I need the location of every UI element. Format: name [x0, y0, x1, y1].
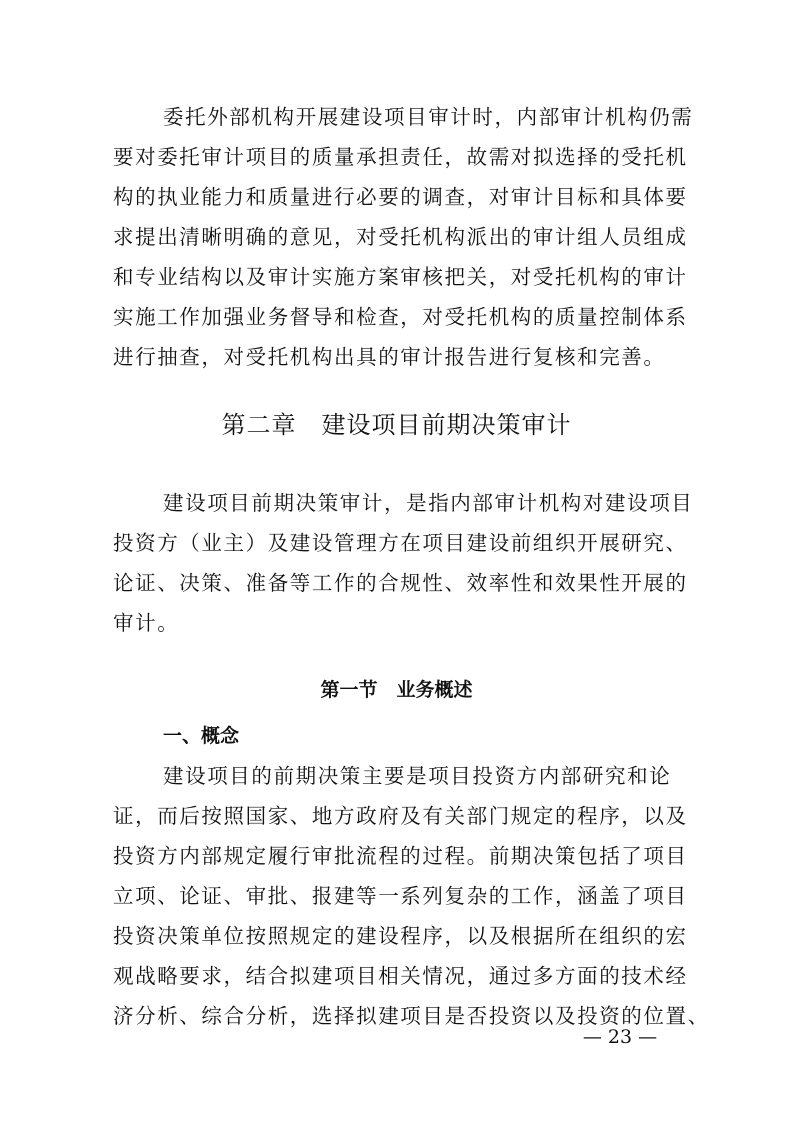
text-line: 论证、决策、准备等工作的合规性、效率性和效果性开展的	[113, 571, 688, 595]
page-number: — 23 —	[582, 1026, 658, 1048]
section-heading: 第一节 业务概述	[320, 679, 473, 701]
text-line: 建设项目前期决策审计，是指内部审计机构对建设项目	[163, 491, 694, 515]
paragraph-concept	[113, 756, 710, 1036]
text-line: 要对委托审计项目的质量承担责任，故需对拟选择的受托机	[113, 145, 688, 169]
text-line: 立项、论证、审批、报建等一系列复杂的工作，涵盖了项目	[113, 884, 688, 908]
text-line: 实施工作加强业务督导和检查，对受托机构的质量控制体系	[113, 305, 688, 329]
text-line: 构的执业能力和质量进行必要的调查，对审计目标和具体要	[113, 185, 688, 209]
text-line: 委托外部机构开展建设项目审计时，内部审计机构仍需	[163, 105, 694, 129]
paragraph-chapter-intro	[113, 483, 694, 643]
text-line: 进行抽查，对受托机构出具的审计报告进行复核和完善。	[113, 345, 666, 369]
text-line: 审计。	[113, 611, 180, 635]
text-line: 建设项目的前期决策主要是项目投资方内部研究和论	[163, 764, 672, 788]
text-line: 求提出清晰明确的意见，对受托机构派出的审计组人员组成	[113, 225, 688, 249]
text-line: 和专业结构以及审计实施方案审核把关，对受托机构的审计	[113, 265, 688, 289]
text-line: 投资方内部规定履行审批流程的过程。前期决策包括了项目	[113, 844, 688, 868]
text-line: 投资方（业主）及建设管理方在项目建设前组织开展研究、	[113, 531, 688, 555]
text-line: 观战略要求，结合拟建项目相关情况，通过多方面的技术经	[113, 964, 688, 988]
subheading-concept: 一、概念	[163, 725, 240, 747]
chapter-heading: 第二章 建设项目前期决策审计	[221, 411, 572, 439]
text-line: 证，而后按照国家、地方政府及有关部门规定的程序，以及	[113, 804, 688, 828]
paragraph-outsourced-audit	[113, 97, 694, 377]
text-line: 济分析、综合分析，选择拟建项目是否投资以及投资的位置、	[113, 1004, 710, 1028]
text-line: 投资决策单位按照规定的建设程序，以及根据所在组织的宏	[113, 924, 688, 948]
